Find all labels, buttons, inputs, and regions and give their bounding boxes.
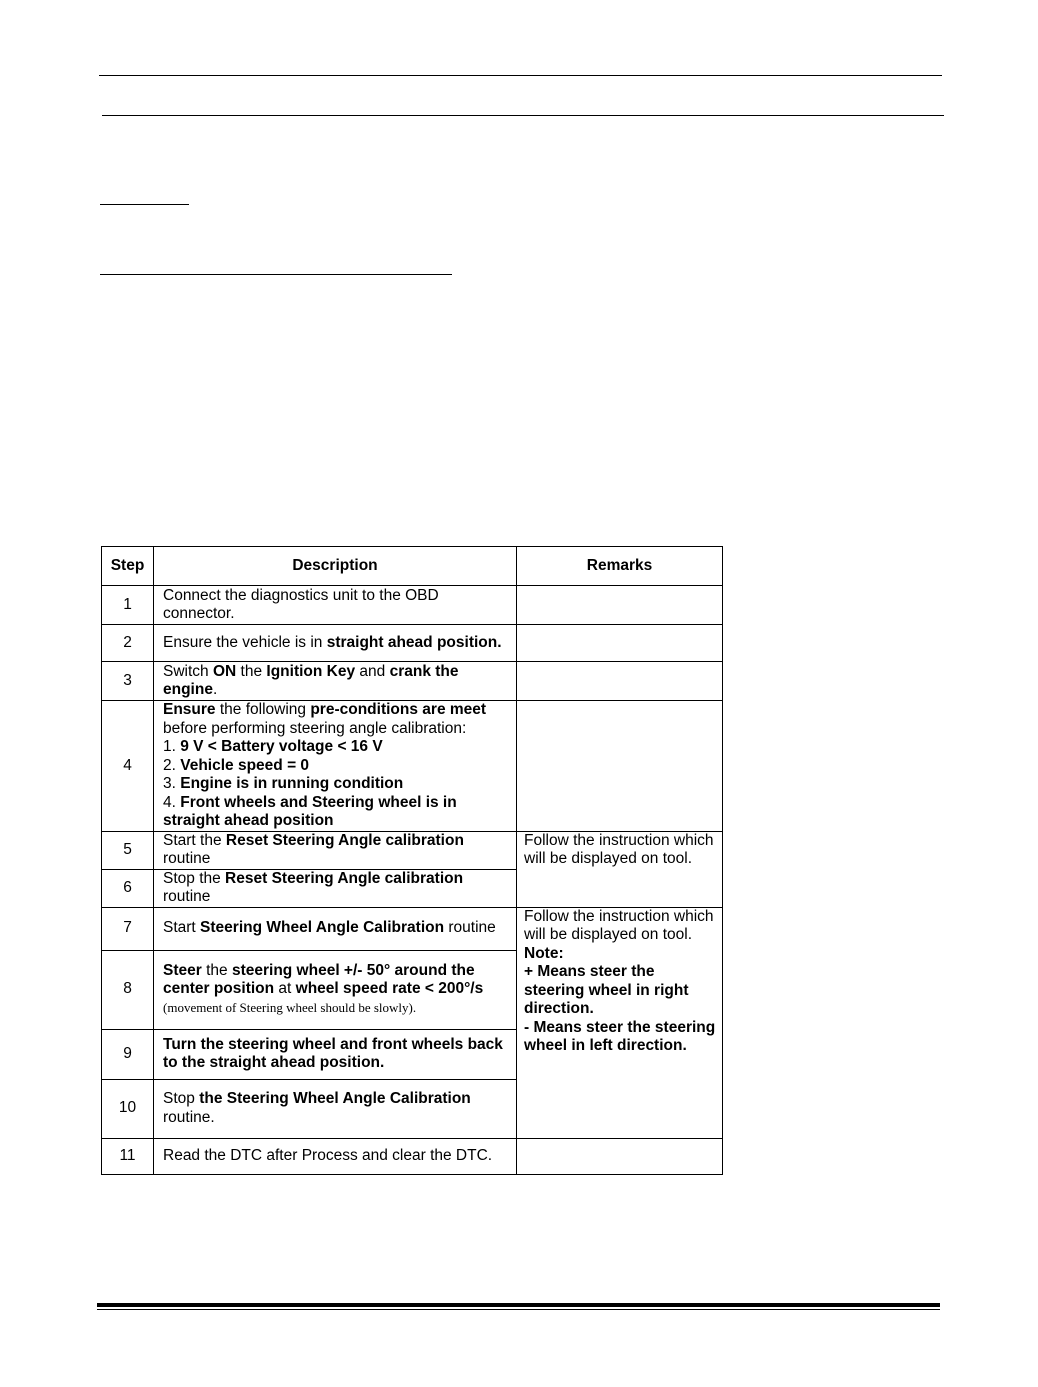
text-run: Ensure the vehicle is in <box>163 633 327 651</box>
text-run: 1. <box>163 738 181 755</box>
calibration-steps-table <box>101 546 723 1175</box>
step-description <box>154 1138 517 1174</box>
table-row <box>102 701 723 832</box>
text-run: Start <box>163 919 201 937</box>
text-run: Front wheels and Steering wheel is in straight ahead position <box>163 793 457 829</box>
text-run: Turn the steering wheel and front wheels back to the straight ahead position. <box>163 1035 503 1071</box>
step-number: 2 <box>102 625 154 662</box>
text-run: Vehicle speed = 0 <box>180 756 310 774</box>
text-run: Start the <box>163 831 226 849</box>
text-run: Stop <box>163 1090 200 1107</box>
step-remarks <box>517 701 723 832</box>
remarks-note <box>517 907 723 1138</box>
text-run: routine <box>163 850 211 867</box>
top-rule-1 <box>99 75 942 76</box>
text-run: pre-conditions are meet <box>310 701 487 718</box>
short-underline <box>100 204 189 205</box>
step-remarks <box>517 1138 723 1174</box>
remarks-follow-instruction <box>517 831 723 907</box>
text-run: Ignition Key <box>266 662 356 680</box>
table-row <box>102 1138 723 1174</box>
header-step: Step <box>102 547 154 586</box>
step-description <box>154 950 517 1029</box>
step-description <box>154 1079 517 1138</box>
text-run: routine <box>163 888 211 905</box>
text-run: Follow the instruction which will be displayed on tool. <box>524 831 714 867</box>
step-description <box>154 869 517 907</box>
text-run: Read the DTC after Process and clear the DTC. <box>163 1146 493 1164</box>
text-run: 3. <box>163 775 181 792</box>
top-rule-2 <box>102 115 944 116</box>
text-run: Reset Steering Angle calibration <box>225 831 464 849</box>
step-number: 9 <box>102 1029 154 1079</box>
text-run: Connect the diagnostics unit to the OBD connector. <box>163 586 439 622</box>
step-remarks <box>517 625 723 662</box>
step-description <box>154 662 517 701</box>
step-description <box>154 625 517 662</box>
step-description <box>154 1029 517 1079</box>
text-run: straight ahead position. <box>326 633 502 651</box>
step-number: 3 <box>102 662 154 701</box>
step-description <box>154 586 517 625</box>
table-row <box>102 662 723 701</box>
text-run: the <box>236 662 267 680</box>
table-header-row <box>102 547 723 586</box>
text-run: the Steering Wheel Angle Calibration <box>199 1090 471 1107</box>
text-run: Ensure <box>163 701 216 718</box>
table-row <box>102 831 723 869</box>
step-remarks <box>517 586 723 625</box>
text-run: 2. <box>163 756 181 774</box>
step-number: 8 <box>102 950 154 1029</box>
text-run: - Means steer the steering wheel in left direction. <box>524 1018 716 1054</box>
step-number: 5 <box>102 831 154 869</box>
text-run: Engine is in running condition <box>180 775 404 792</box>
table-row <box>102 625 723 662</box>
step-number: 1 <box>102 586 154 625</box>
text-run: (movement of Steering wheel should be slowly). <box>163 999 417 1015</box>
table-row <box>102 586 723 625</box>
step-description <box>154 907 517 950</box>
text-run: ON <box>212 662 237 680</box>
text-run: routine. <box>163 1108 215 1126</box>
text-run: Follow the instruction which will be displayed on tool. <box>524 907 714 943</box>
text-run: 4. <box>163 793 181 811</box>
text-run: wheel speed rate < 200°/s <box>295 980 484 998</box>
text-run: Steer <box>163 961 202 979</box>
text-run: crank the engine <box>163 662 459 698</box>
text-run: Stop the <box>163 869 226 887</box>
text-run: the <box>201 961 232 979</box>
text-run: 9 V < Battery voltage < 16 V <box>180 738 383 755</box>
step-number: 10 <box>102 1079 154 1138</box>
long-underline <box>100 274 452 275</box>
header-remarks: Remarks <box>517 547 723 586</box>
text-run: Reset Steering Angle calibration <box>225 869 464 887</box>
footer-rule-thick <box>97 1303 940 1307</box>
text-run: Note: <box>524 944 564 962</box>
text-run: before performing steering angle calibration: <box>163 719 467 737</box>
text-run: at <box>274 980 296 998</box>
text-run: steering wheel +/- 50° around the center position <box>163 961 475 998</box>
text-run: Switch <box>163 662 213 680</box>
step-description <box>154 831 517 869</box>
footer-rule-thin <box>97 1309 940 1310</box>
text-run: the following <box>215 701 311 718</box>
step-number: 7 <box>102 907 154 950</box>
table-row <box>102 907 723 950</box>
step-remarks <box>517 662 723 701</box>
text-run: routine <box>444 919 496 937</box>
text-run: Steering Wheel Angle Calibration <box>200 919 445 937</box>
step-number: 6 <box>102 869 154 907</box>
header-description: Description <box>154 547 517 586</box>
text-run: . <box>212 681 218 698</box>
step-description <box>154 701 517 832</box>
text-run: + Means steer the steering wheel in right direction. <box>524 963 689 1017</box>
step-number: 4 <box>102 701 154 832</box>
text-run: and <box>355 662 390 680</box>
step-number: 11 <box>102 1138 154 1174</box>
